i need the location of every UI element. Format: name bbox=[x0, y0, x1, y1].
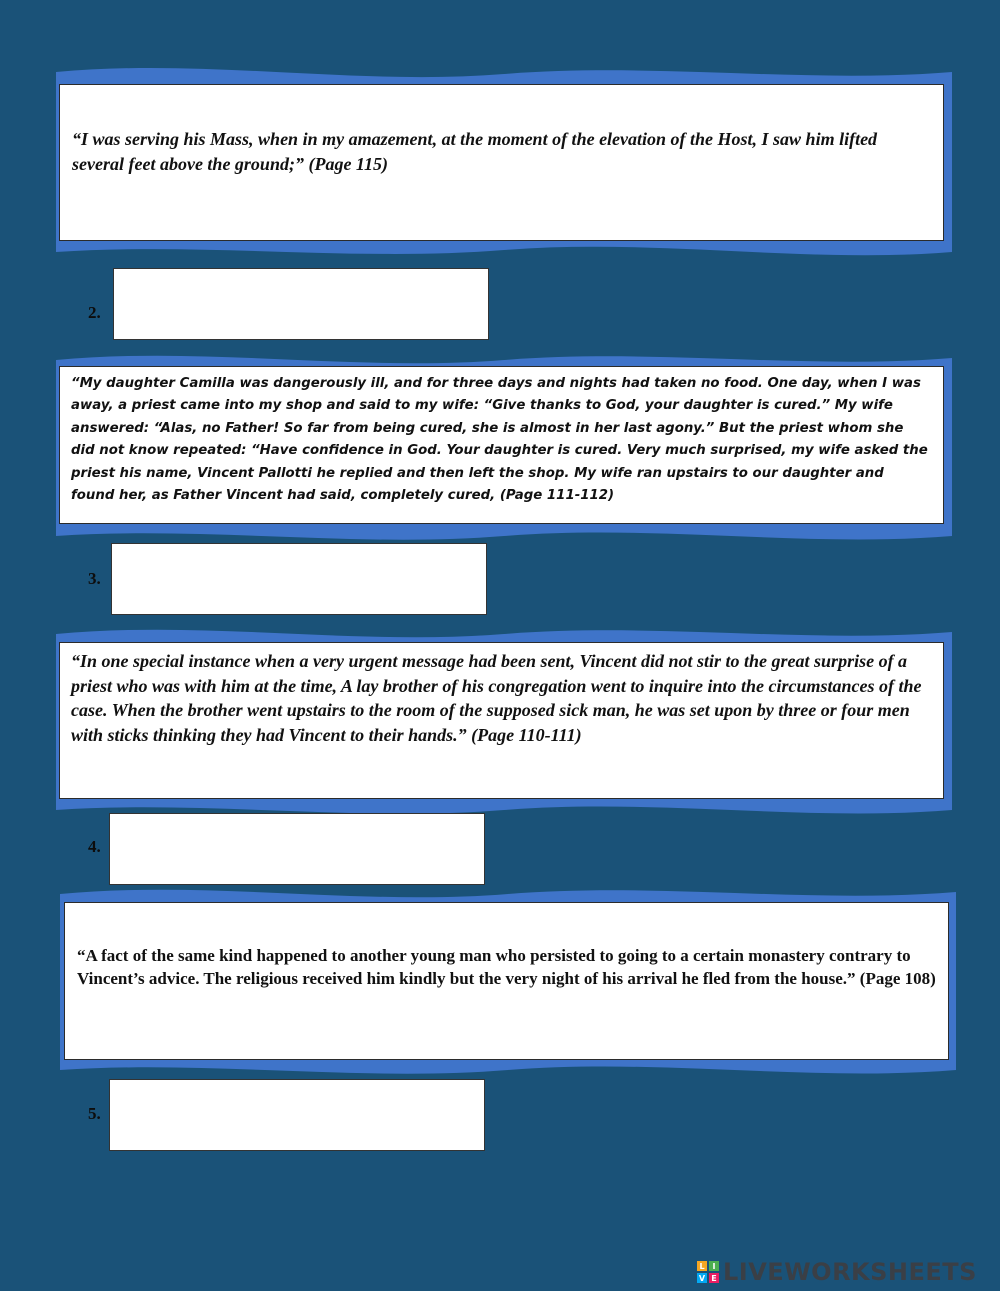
question-number-3: 3. bbox=[88, 569, 101, 588]
logo-wordmark: LIVEWORKSHEETS bbox=[723, 1258, 977, 1286]
question-number-5: 5. bbox=[88, 1104, 101, 1123]
quote-box-3 bbox=[59, 642, 944, 799]
logo-letter-v: V bbox=[698, 1273, 706, 1283]
question-number-4: 4. bbox=[88, 837, 101, 856]
answer-input-2[interactable] bbox=[113, 268, 489, 340]
logo-live-grid-icon bbox=[697, 1261, 719, 1283]
quote-box-1 bbox=[59, 84, 944, 241]
liveworksheets-logo bbox=[697, 1259, 977, 1285]
quote-text-4: “A fact of the same kind happened to another young man who persisted to going to a certain monastery contrary to Vincent’s advice. The religious received him kindly but the very night of his arrival he fled from the house.” (Page 108) bbox=[77, 946, 936, 988]
quote-box-2 bbox=[59, 366, 944, 524]
quote-text-3: “In one special instance when a very urgent message had been sent, Vincent did not stir to the great surprise of a priest who was with him at the time, A lay brother of his congregation went to inquire into the circumstances of the case. When the brother went upstairs to the room of the supposed sick man, he was set upon by three or four men with sticks thinking they had Vincent to their hands.” (Page 110-111) bbox=[71, 651, 922, 745]
quote-box-4 bbox=[64, 902, 949, 1060]
quote-text-1: “I was serving his Mass, when in my amazement, at the moment of the elevation of the Host, I saw him lifted several feet above the ground;” (Page 115) bbox=[72, 129, 878, 174]
logo-letter-l: L bbox=[697, 1261, 707, 1271]
question-number-2: 2. bbox=[88, 303, 101, 322]
answer-input-4[interactable] bbox=[109, 813, 485, 885]
logo-letter-e: E bbox=[709, 1273, 719, 1283]
answer-input-3[interactable] bbox=[111, 543, 487, 615]
answer-input-5[interactable] bbox=[109, 1079, 485, 1151]
logo-letter-i: I bbox=[709, 1261, 719, 1271]
quote-text-2: “My daughter Camilla was dangerously ill, and for three days and nights had taken no food. One day, when I was away, a priest came into my shop and said to my wife: “Give thanks to God, your daughter is cured.” My wife answered: “Alas, no Father! So far from being cured, she is almost in her last agony.” But the priest whom she did not know repeated: “Have confidence in God. Your daughter is cured. Very much surprised, my wife asked the priest his name, Vincent Pallotti he replied and then left the shop. My wife ran upstairs to our daughter and found her, as Father Vincent had said, completely cured, (Page 111-112) bbox=[71, 376, 928, 504]
